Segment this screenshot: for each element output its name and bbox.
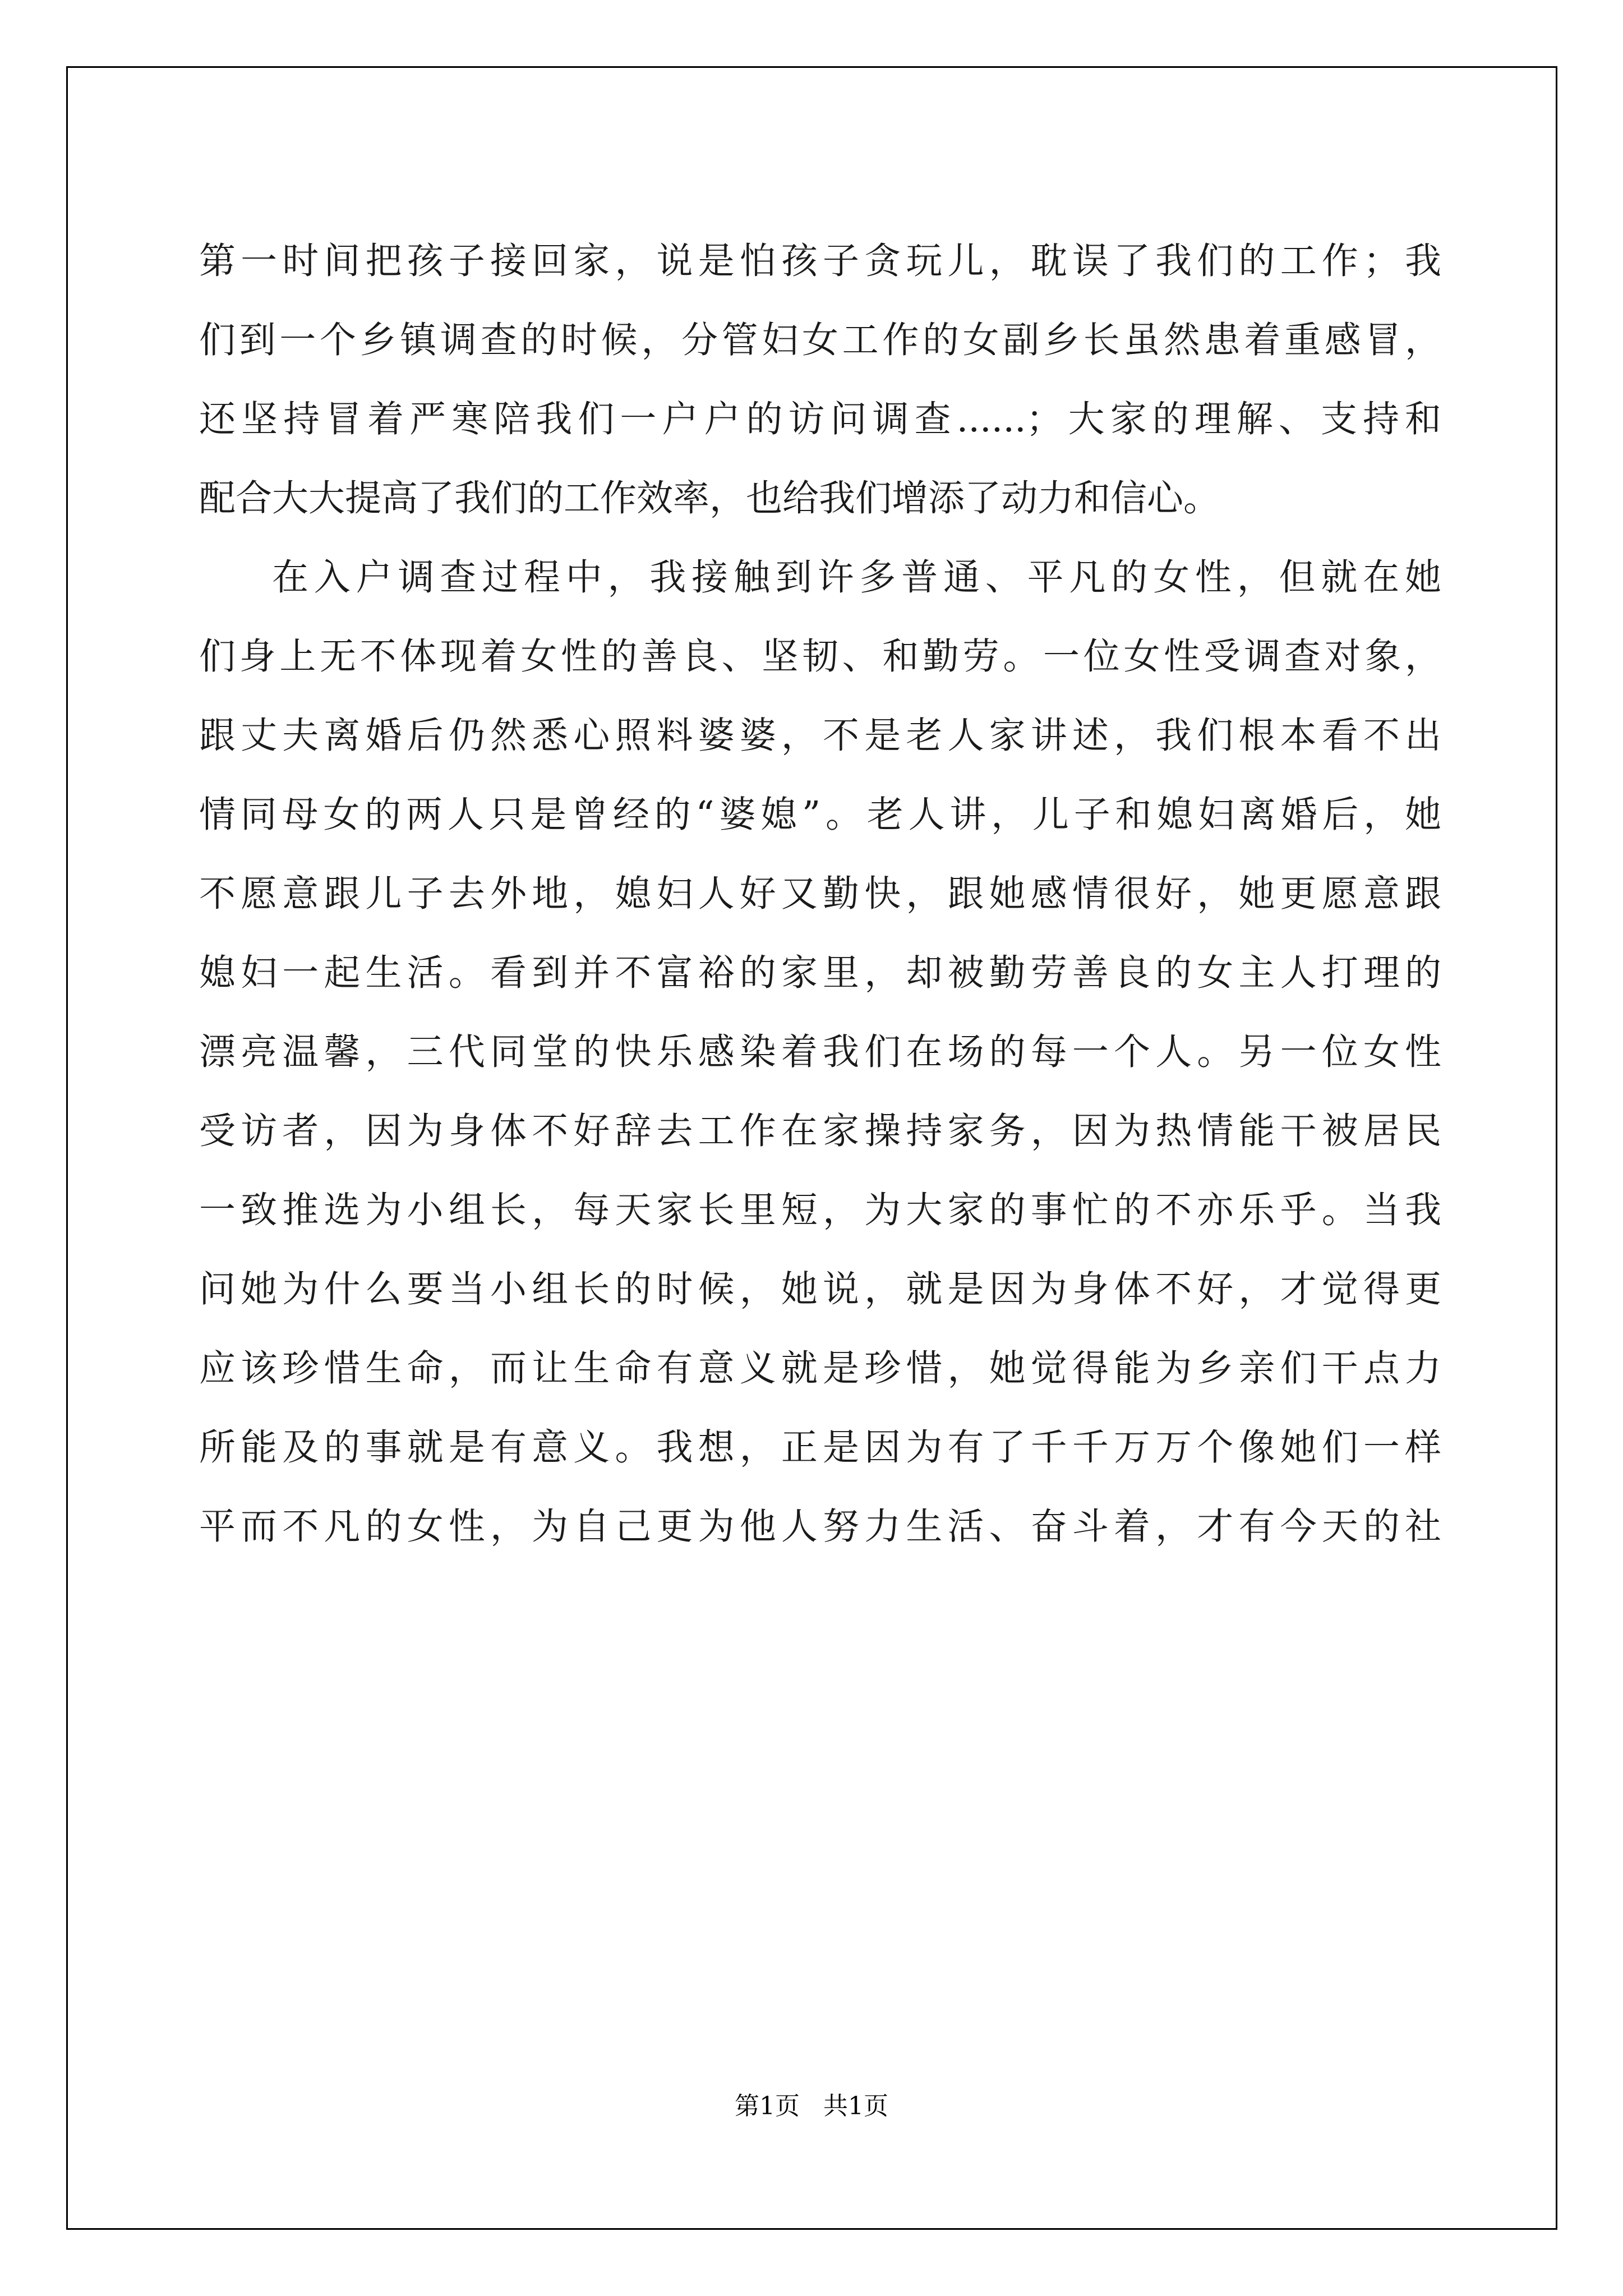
text-line: 不愿意跟儿子去外地，媳妇人好又勤快，跟她感情很好，她更愿意跟 — [199, 873, 1441, 915]
document-body — [199, 222, 1441, 1566]
text-line: 配合大大提高了我们的工作效率，也给我们增添了动力和信心。 — [199, 477, 1220, 519]
text-line: 问她为什么要当小组长的时候，她说，就是因为身体不好，才觉得更 — [199, 1268, 1441, 1310]
text-line: 平而不凡的女性，为自己更为他人努力生活、奋斗着，才有今天的社 — [199, 1506, 1441, 1548]
text-line: 一致推选为小组长，每天家长里短，为大家的事忙的不亦乐乎。当我 — [199, 1189, 1441, 1231]
text-line: 受访者，因为身体不好辞去工作在家操持家务，因为热情能干被居民 — [199, 1110, 1441, 1152]
text-line: 们到一个乡镇调查的时候，分管妇女工作的女副乡长虽然患着重感冒， — [199, 319, 1441, 361]
text-line: 情同母女的两人只是曾经的“婆媳”。老人讲，儿子和媳妇离婚后，她 — [199, 794, 1441, 836]
text-line: 应该珍惜生命，而让生命有意义就是珍惜，她觉得能为乡亲们干点力 — [199, 1347, 1441, 1389]
text-line: 们身上无不体现着女性的善良、坚韧、和勤劳。一位女性受调查对象， — [199, 636, 1441, 678]
text-line: 所能及的事就是有意义。我想，正是因为有了千千万万个像她们一样 — [199, 1427, 1441, 1469]
text-line: 媳妇一起生活。看到并不富裕的家里，却被勤劳善良的女主人打理的 — [199, 952, 1441, 994]
text-line: 在入户调查过程中，我接触到许多普通、平凡的女性，但就在她 — [272, 556, 1441, 599]
page-footer: 第1页 共1页 — [735, 2092, 888, 2120]
text-line: 跟丈夫离婚后仍然悉心照料婆婆，不是老人家讲述，我们根本看不出 — [199, 715, 1441, 757]
text-line: 漂亮温馨，三代同堂的快乐感染着我们在场的每一个人。另一位女性 — [199, 1031, 1441, 1073]
text-line: 第一时间把孩子接回家，说是怕孩子贪玩儿，耽误了我们的工作；我 — [199, 240, 1441, 282]
text-line: 还坚持冒着严寒陪我们一户户的访问调查......；大家的理解、支持和 — [199, 398, 1441, 440]
